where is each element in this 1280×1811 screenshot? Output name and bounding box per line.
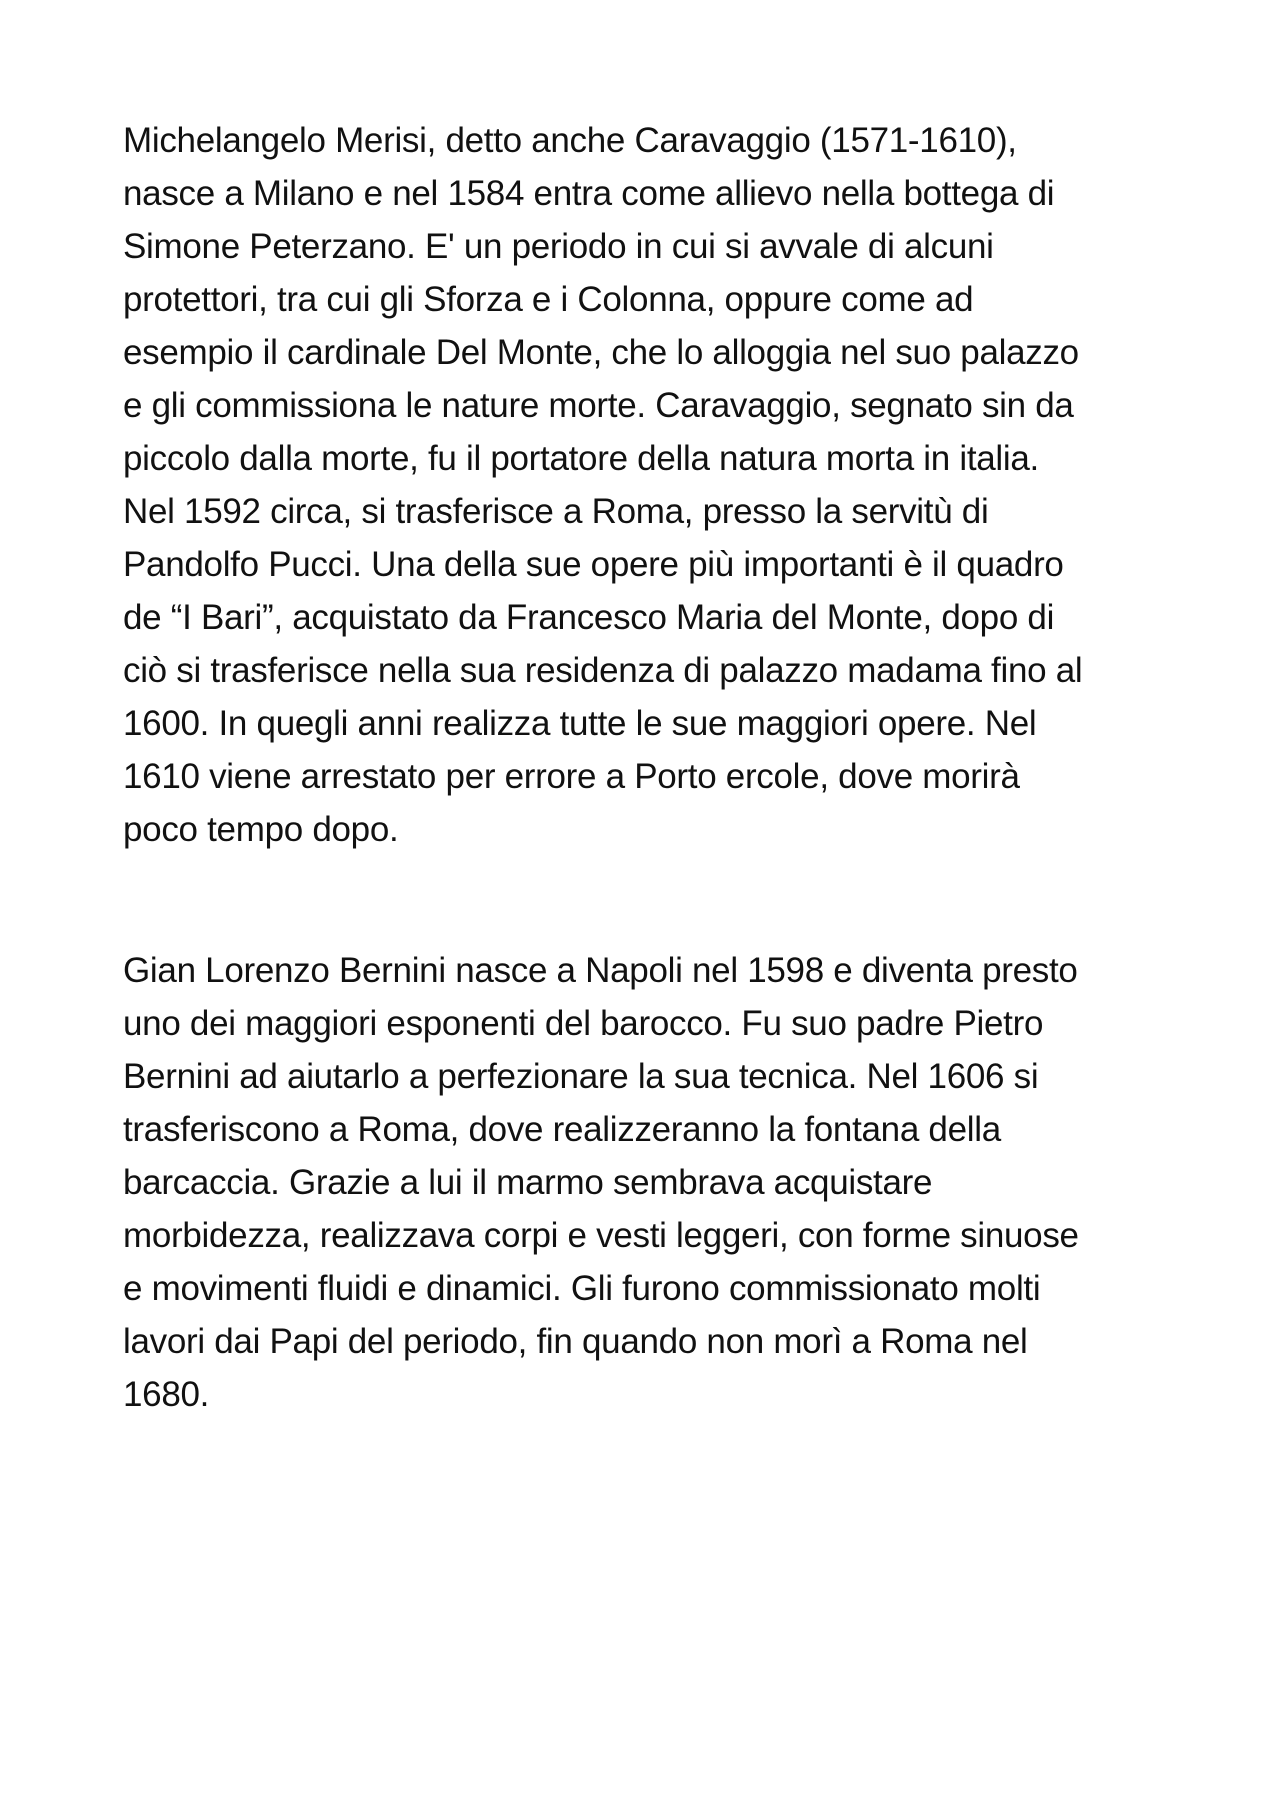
text-line: esempio il cardinale Del Monte, che lo alloggia nel suo palazzo xyxy=(123,333,1079,372)
text-line: Pandolfo Pucci. Una della sue opere più importanti è il quadro xyxy=(123,545,1064,584)
text-line: 1680. xyxy=(123,1375,210,1414)
text-line: Gian Lorenzo Bernini nasce a Napoli nel 1598 e diventa presto xyxy=(123,951,1078,990)
text-line: nasce a Milano e nel 1584 entra come allievo nella bottega di xyxy=(123,174,1055,213)
text-line: Michelangelo Merisi, detto anche Caravaggio (1571-1610), xyxy=(123,121,1017,160)
text-line: Simone Peterzano. E' un periodo in cui si avvale di alcuni xyxy=(123,227,994,266)
text-line: barcaccia. Grazie a lui il marmo sembrava acquistare xyxy=(123,1163,933,1202)
text-line: trasferiscono a Roma, dove realizzeranno la fontana della xyxy=(123,1110,1001,1149)
text-line: de “I Bari”, acquistato da Francesco Maria del Monte, dopo di xyxy=(123,598,1055,637)
text-line: piccolo dalla morte, fu il portatore della natura morta in italia. xyxy=(123,439,1039,478)
text-line: lavori dai Papi del periodo, fin quando non morì a Roma nel xyxy=(123,1322,1028,1361)
text-line: Bernini ad aiutarlo a perfezionare la sua tecnica. Nel 1606 si xyxy=(123,1057,1039,1096)
text-line: protettori, tra cui gli Sforza e i Colonna, oppure come ad xyxy=(123,280,974,319)
paragraph-bernini xyxy=(123,944,1183,1421)
text-line: ciò si trasferisce nella sua residenza di palazzo madama fino al xyxy=(123,651,1083,690)
paragraph-caravaggio xyxy=(123,114,1183,856)
text-line: e movimenti fluidi e dinamici. Gli furono commissionato molti xyxy=(123,1269,1041,1308)
text-line: uno dei maggiori esponenti del barocco. Fu suo padre Pietro xyxy=(123,1004,1044,1043)
text-line: e gli commissiona le nature morte. Caravaggio, segnato sin da xyxy=(123,386,1074,425)
text-line: 1600. In quegli anni realizza tutte le sue maggiori opere. Nel xyxy=(123,704,1037,743)
text-line: 1610 viene arrestato per errore a Porto ercole, dove morirà xyxy=(123,757,1020,796)
text-line: morbidezza, realizzava corpi e vesti leggeri, con forme sinuose xyxy=(123,1216,1079,1255)
text-line: poco tempo dopo. xyxy=(123,810,399,849)
text-line: Nel 1592 circa, si trasferisce a Roma, presso la servitù di xyxy=(123,492,989,531)
